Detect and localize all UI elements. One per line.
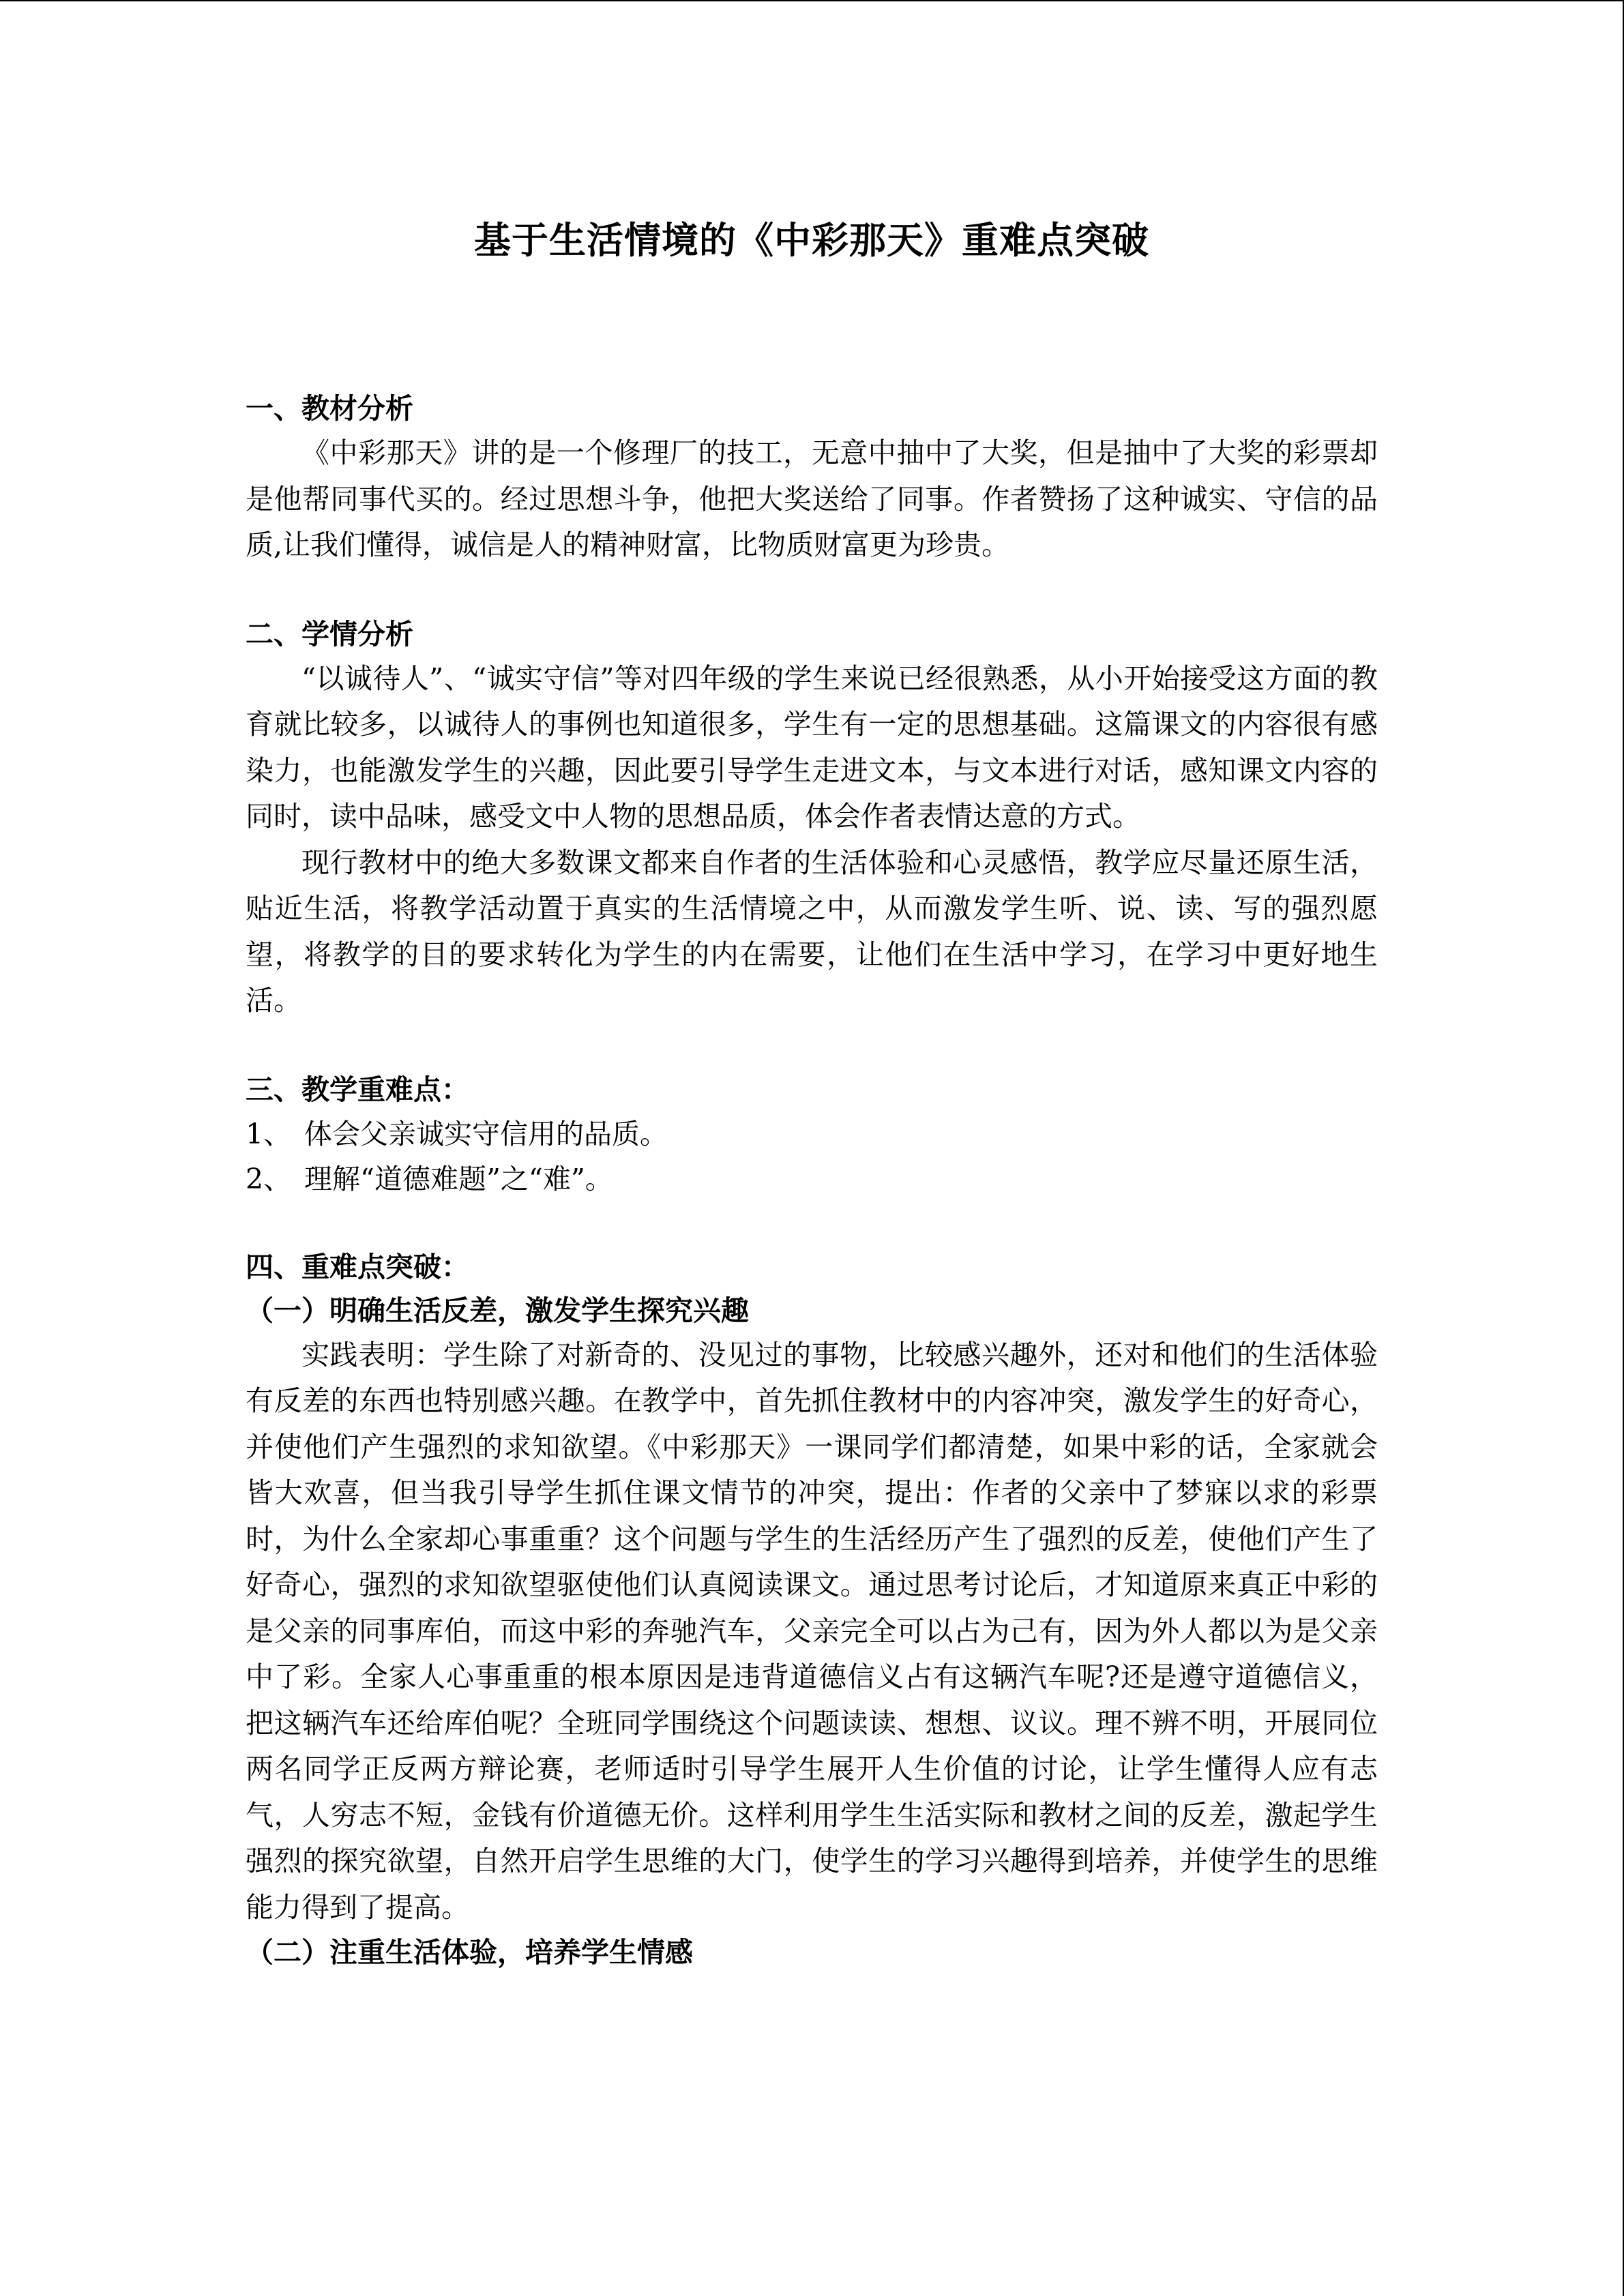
document-body [246,211,1378,2018]
section-key-difficulties [246,1068,1378,1202]
subsection-heading: （一）明确生活反差，激发学生探究兴趣 [246,1294,749,1327]
list-number: 2、 [246,1162,292,1195]
section-heading: 二、学情分析 [246,617,413,651]
section-heading: 四、重难点突破： [246,1250,469,1283]
paragraph: 实践表明：学生除了对新奇的、没见过的事物，比较感兴趣外，还对和他们的生活体验有反差的东西也特别感兴趣。在教学中，首先抓住教材中的内容冲突，激发学生的好奇心，并使他们产生强烈的求知欲望。《中彩那天》一课同学们都清楚，如果中彩的话，全家就会皆大欢喜，但当我引导学生抓住课文情节的冲突，提出：作者的父亲中了梦寐以求的彩票时，为什么全家却心事重重？这个问题与学生的生活经历产生了强烈的反差，使他们产生了好奇心，强烈的求知欲望驱使他们认真阅读课文。通过思考讨论后，才知道原来真正中彩的是父亲的同事库伯，而这中彩的奔驰汽车，父亲完全可以占为己有，因为外人都以为是父亲中了彩。全家人心事重重的根本原因是违背道德信义占有这辆汽车呢?还是遵守道德信义，把这辆汽车还给库伯呢？全班同学围绕这个问题读读、想想、议议。理不辨不明，开展同位两名同学正反两方辩论赛，老师适时引导学生展开人生价值的讨论，让学生懂得人应有志气，人穷志不短，金钱有价道德无价。这样利用学生生活实际和教材之间的反差，激起学生强烈的探究欲望，自然开启学生思维的大门，使学生的学习兴趣得到培养，并使学生的思维能力得到了提高。 [246,1338,1378,1924]
section-heading: 三、教学重难点： [246,1073,469,1106]
subsection-heading: （二）注重生活体验，培养学生情感 [246,1936,693,1969]
document-title: 基于生活情境的《中彩那天》重难点突破 [474,219,1149,262]
list-item [246,1157,1378,1202]
list-text: 理解“道德难题”之“难”。 [304,1162,613,1195]
section-student-analysis [246,612,1378,1024]
section-heading: 一、教材分析 [246,392,413,425]
list-number: 1、 [246,1117,292,1150]
paragraph: “以诚待人”、“诚实守信”等对四年级的学生来说已经很熟悉，从小开始接受这方面的教育就比较多，以诚待人的事例也知道很多，学生有一定的思想基础。这篇课文的内容很有感染力，也能激发学生的兴趣，因此要引导学生走进文本，与文本进行对话，感知课文内容的同时，读中品味，感受文中人物的思想品质，体会作者表情达意的方式。 [246,661,1378,833]
paragraph: 现行教材中的绝大多数课文都来自作者的生活体验和心灵感悟，教学应尽量还原生活，贴近生活，将教学活动置于真实的生活情境之中，从而激发学生听、说、读、写的强烈愿望，将教学的目的要求转化为学生的内在需要，让他们在生活中学习，在学习中更好地生活。 [246,846,1378,1017]
list-text: 体会父亲诚实守信用的品质。 [304,1117,668,1150]
paragraph: 《中彩那天》讲的是一个修理厂的技工，无意中抽中了大奖，但是抽中了大奖的彩票却是他帮同事代买的。经过思想斗争，他把大奖送给了同事。作者赞扬了这种诚实、守信的品质,让我们懂得，诚信是人的精神财富，比物质财富更为珍贵。 [246,436,1378,561]
list-item [246,1112,1378,1157]
section-breakthrough [246,1245,1378,1975]
section-textbook-analysis [246,387,1378,569]
